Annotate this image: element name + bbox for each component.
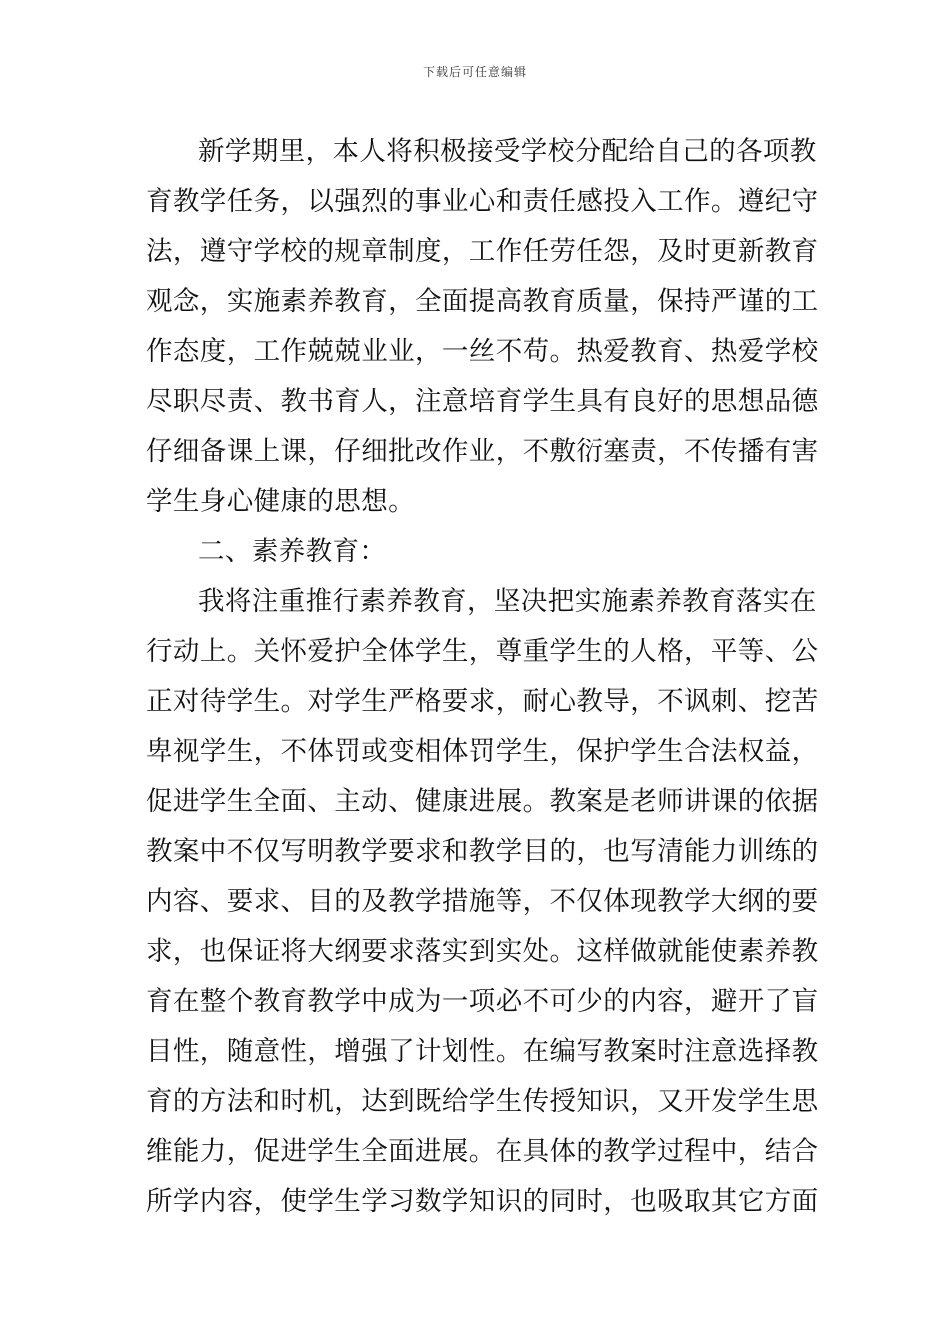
paragraph-line: 行动上。关怀爱护全体学生，尊重学生的人格，平等、公 xyxy=(146,636,819,667)
document-body xyxy=(146,127,826,1227)
paragraph-line: 卑视学生，不体罚或变相体罚学生，保护学生合法权益， xyxy=(146,736,819,767)
page-header: 下载后可任意编辑 xyxy=(422,65,527,79)
paragraph-line: 教案中不仅写明教学要求和教学目的，也写清能力训练的 xyxy=(146,836,819,867)
paragraph-line: 作态度，工作兢兢业业，一丝不苟。热爱教育、热爱学校 xyxy=(146,336,819,367)
paragraph-line: 育教学任务，以强烈的事业心和责任感投入工作。遵纪守 xyxy=(146,186,819,217)
paragraph-line: 仔细备课上课，仔细批改作业，不敷衍塞责，不传播有害 xyxy=(146,436,819,467)
paragraph-line: 育的方法和时机，达到既给学生传授知识，又开发学生思 xyxy=(146,1086,819,1117)
paragraph-line: 观念，实施素养教育，全面提高教育质量，保持严谨的工 xyxy=(146,286,819,317)
section-heading: 二、素养教育： xyxy=(198,536,387,567)
paragraph-line: 我将注重推行素养教育，坚决把实施素养教育落实在 xyxy=(198,586,817,617)
paragraph-line: 新学期里，本人将积极接受学校分配给自己的各项教 xyxy=(198,136,817,167)
paragraph-line: 尽职尽责、教书育人，注意培育学生具有良好的思想品德 xyxy=(146,386,819,417)
paragraph-line: 正对待学生。对学生严格要求，耐心教导，不讽刺、挖苦 xyxy=(146,686,819,717)
paragraph-line: 求，也保证将大纲要求落实到实处。这样做就能使素养教 xyxy=(146,936,819,967)
paragraph-line: 所学内容，使学生学习数学知识的同时，也吸取其它方面 xyxy=(146,1186,819,1217)
paragraph-line: 维能力，促进学生全面进展。在具体的教学过程中，结合 xyxy=(146,1136,819,1167)
paragraph-line: 目性，随意性，增强了计划性。在编写教案时注意选择教 xyxy=(146,1036,819,1067)
paragraph-line: 法，遵守学校的规章制度，工作任劳任怨，及时更新教育 xyxy=(146,236,819,267)
paragraph-line: 内容、要求、目的及教学措施等，不仅体现教学大纲的要 xyxy=(146,886,819,917)
paragraph-line: 促进学生全面、主动、健康进展。教案是老师讲课的依据 xyxy=(146,786,819,817)
paragraph-line: 学生身心健康的思想。 xyxy=(146,486,415,517)
paragraph-line: 育在整个教育教学中成为一项必不可少的内容，避开了盲 xyxy=(146,986,819,1017)
